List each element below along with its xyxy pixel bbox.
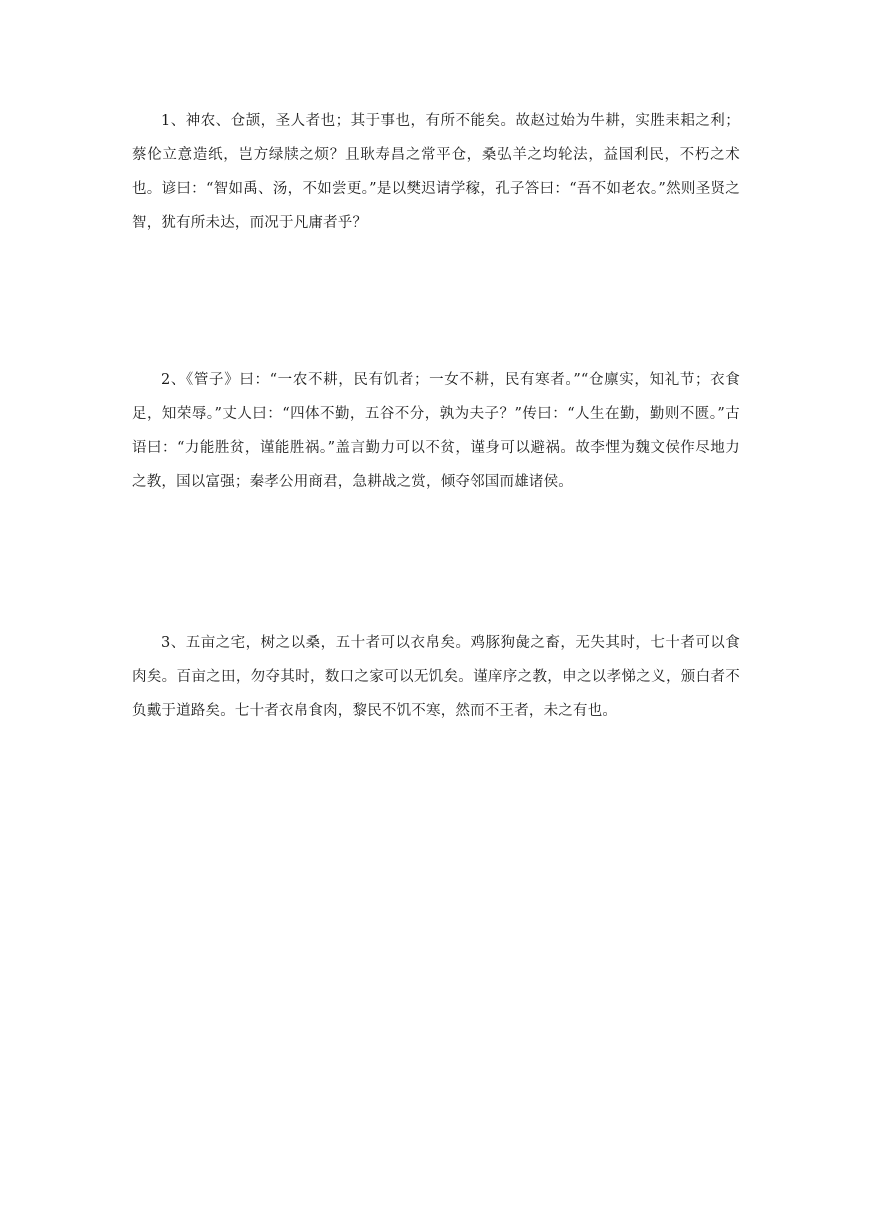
- paragraph-2: 2、《管子》曰：“一农不耕，民有饥者；一女不耕，民有寒者。”“仓廪实，知礼节；衣食足，知荣辱。”丈人曰：“四体不勤，五谷不分，孰为夫子？”传曰：“人生在勤，勤则不匮。”古语曰：“力能胜贫，谨能胜祸。”盖言勤力可以不贫，谨身可以避祸。故李悝为魏文侯作尽地力之教，国以富强；秦孝公用商君，急耕战之赏，倾夺邻国而雄诸侯。: [132, 372, 740, 490]
- paragraph-1: 1、神农、仓颉，圣人者也；其于事也，有所不能矣。故赵过始为牛耕，实胜耒耜之利；蔡伦立意造纸，岂方绿牍之烦？且耿寿昌之常平仓，桑弘羊之均轮法，益国利民，不朽之术也。谚曰：“智如禹、汤，不如尝更。”是以樊迟请学稼，孔子答曰：“吾不如老农。”然则圣贤之智，犹有所未达，而况于凡庸者乎？: [132, 113, 740, 231]
- paragraph-3: 3、五亩之宅，树之以桑，五十者可以衣帛矣。鸡豚狗彘之畜，无失其时，七十者可以食肉矣。百亩之田，勿夺其时，数口之家可以无饥矣。谨庠序之教，申之以孝悌之义，颁白者不负戴于道路矣。七十者衣帛食肉，黎民不饥不寒，然而不王者，未之有也。: [132, 635, 740, 719]
